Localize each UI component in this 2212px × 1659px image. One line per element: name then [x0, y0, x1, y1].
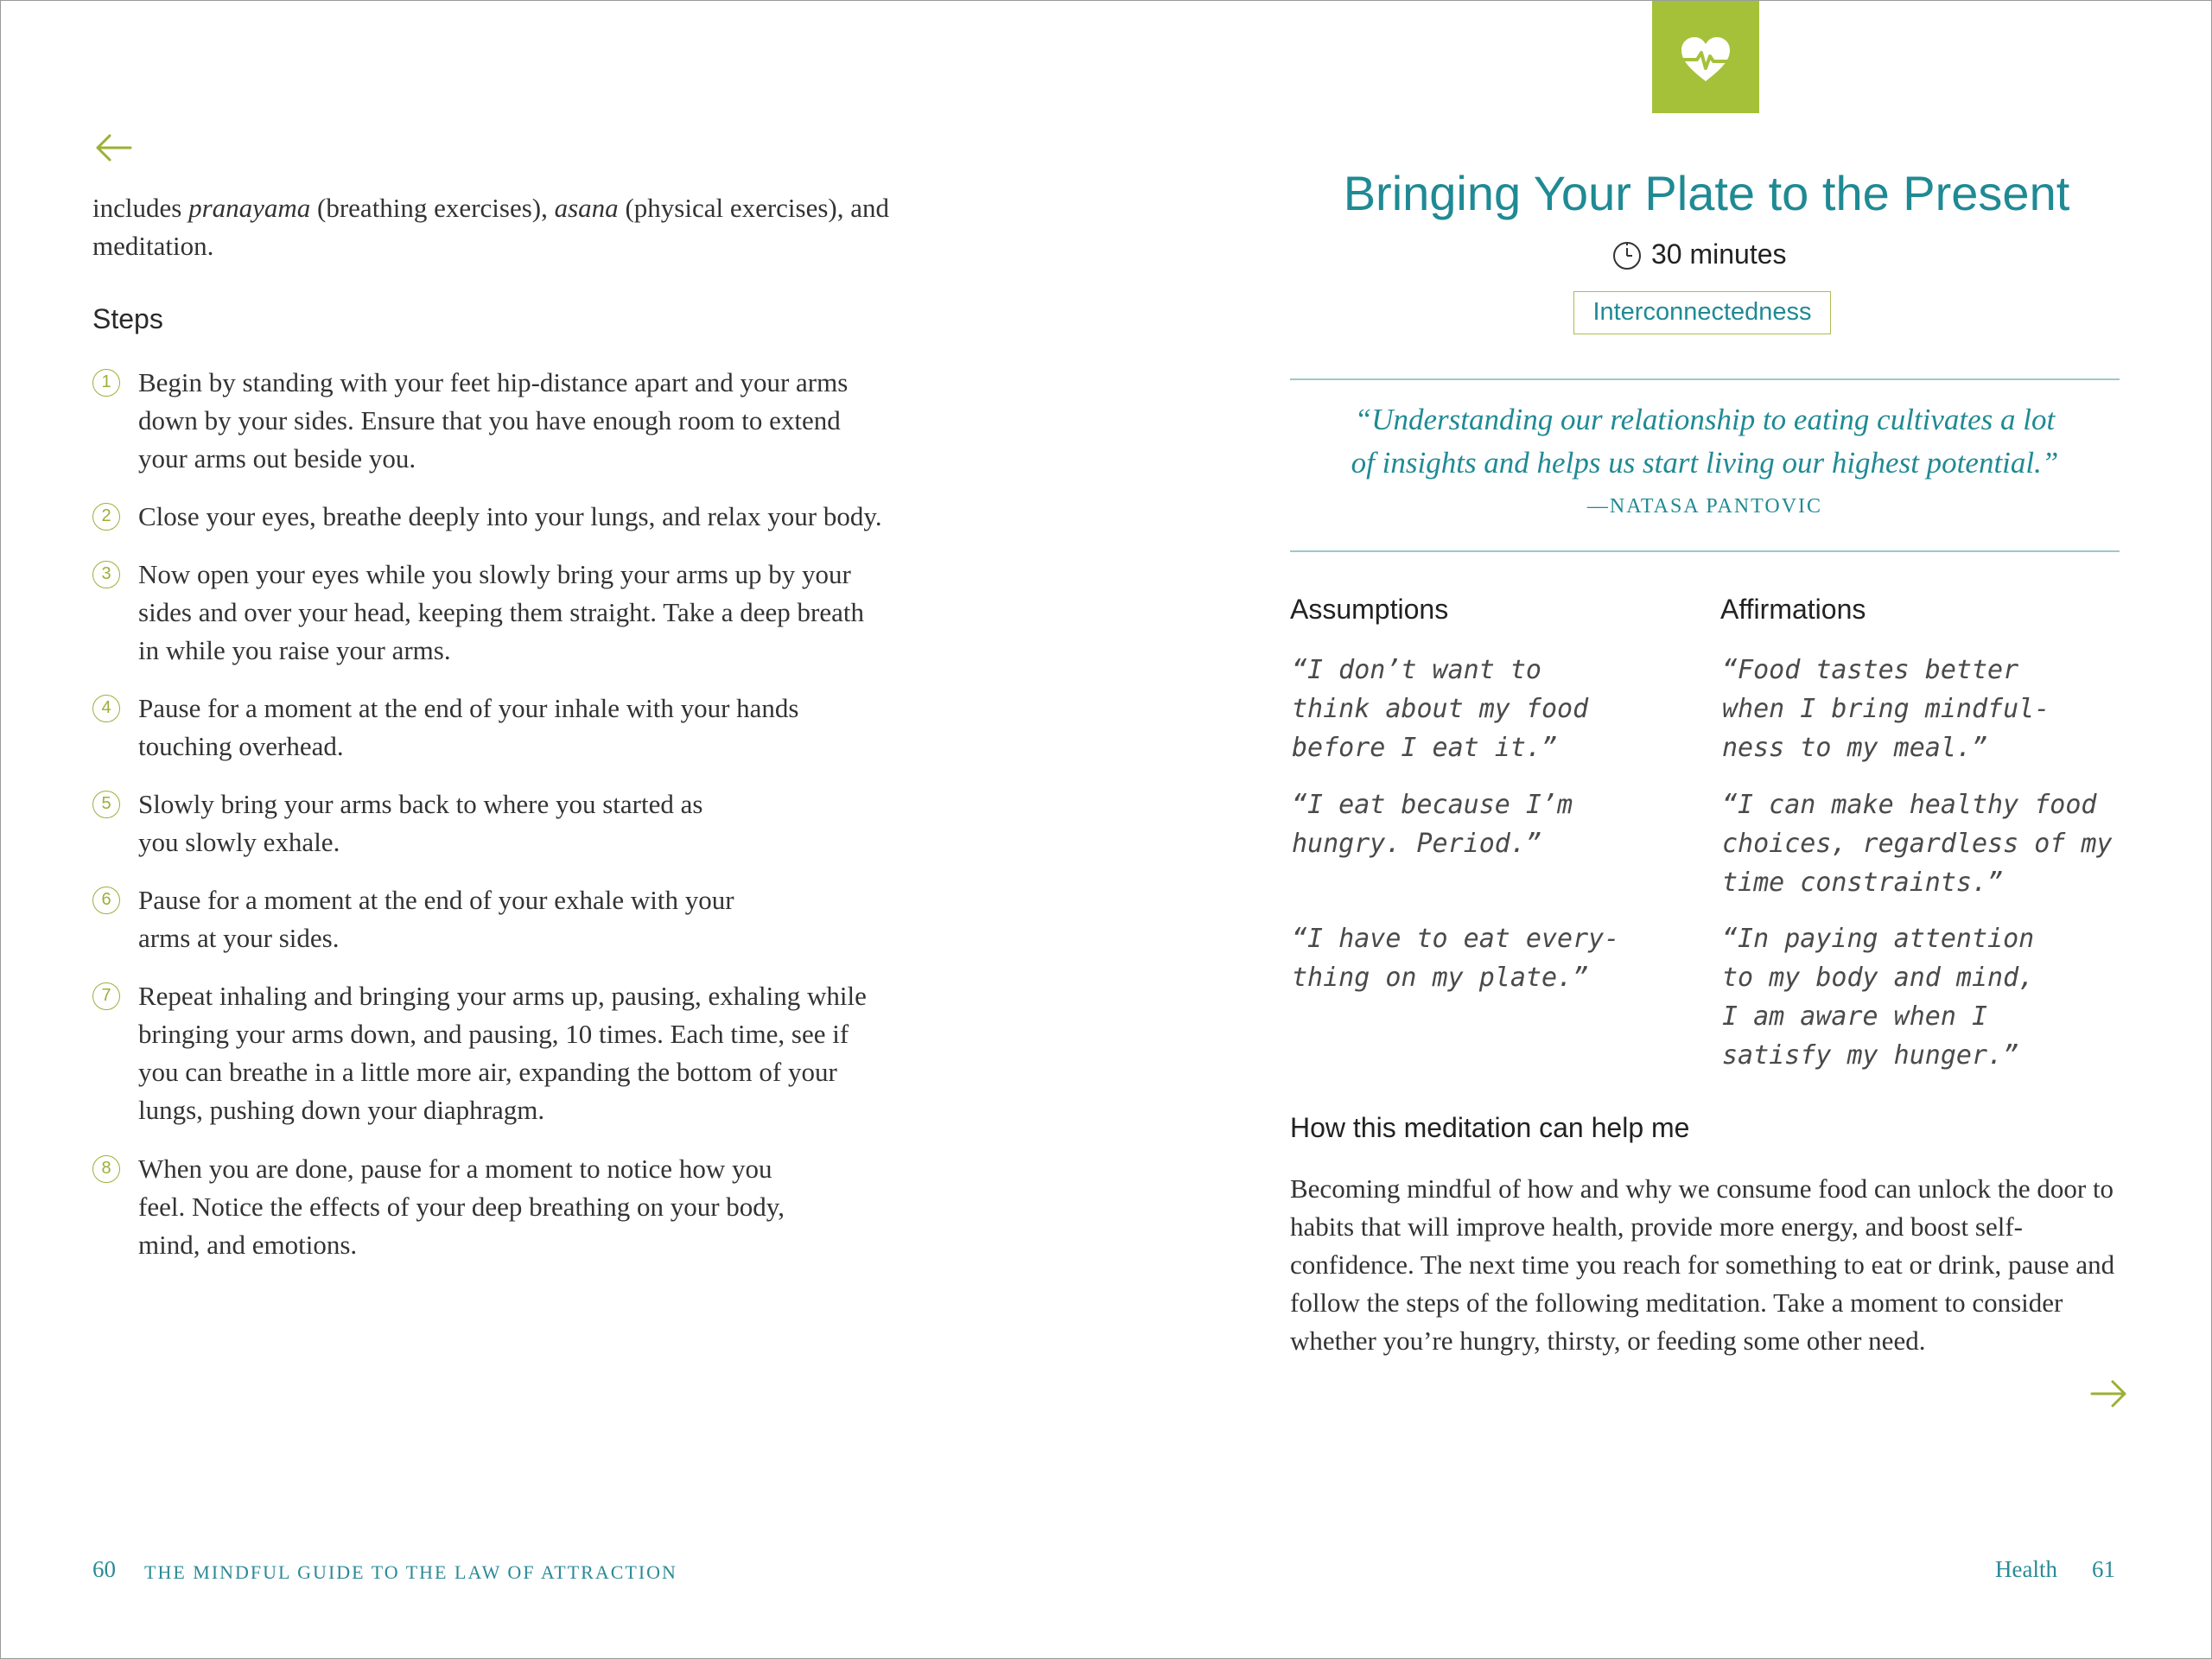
step-text: Slowly bring your arms back to where you started as you slowly exhale. [138, 789, 703, 857]
divider [1290, 378, 2120, 380]
page-number-right: 61 [2092, 1556, 2115, 1582]
running-title: THE MINDFUL GUIDE TO THE LAW OF ATTRACTION [144, 1561, 677, 1583]
assumptions-heading: Assumptions [1290, 594, 1449, 625]
category-badge [1652, 1, 1759, 113]
duration [1611, 238, 1787, 270]
step-text: Pause for a moment at the end of your inhale with your hands touching overhead. [138, 693, 799, 761]
intro-paragraph: includes pranayama (breathing exercises), asana (physical exercises), and meditation. [92, 193, 890, 261]
quote-attribution: —NATASA PANTOVIC [1586, 495, 1823, 518]
step-text: Now open your eyes while you slowly bring your arms up by your sides and over your head, keeping them straight. Take a deep breath in while you raise your arms. [138, 559, 864, 665]
help-paragraph: Becoming mindful of how and why we consume food can unlock the door to habits that will improve health, provide more energy, and boost self-confidence. The next time you reach for something to eat or drink, pause and follow the steps of the following meditation. Take a moment to consider whether you’re hungry, thirsty, or feeding some other need. [1290, 1173, 2115, 1356]
epigraph-quote: “Understanding our relationship to eating cultivates a lot of insights and helps us start living our highest potential.” [1351, 403, 2059, 480]
assumption-quote: “I don’t want to think about my food before I eat it.” [1292, 655, 1589, 763]
affirmation-quote: “I can make healthy food choices, regardless of my time constraints.” [1722, 790, 2113, 898]
affirmation-quote: “Food tastes better when I bring mindful- ness to my meal.” [1722, 655, 2050, 763]
assumption-quote: “I eat because I’m hungry. Period.” [1292, 790, 1573, 859]
page-number-left: 60 [92, 1556, 116, 1582]
affirmations-heading: Affirmations [1720, 594, 1866, 625]
page-title: Bringing Your Plate to the Present [1343, 166, 2070, 220]
duration-text: 30 minutes [1651, 238, 1787, 270]
topic-tag: Interconnectedness [1573, 291, 1831, 334]
step-text: When you are done, pause for a moment to notice how you feel. Notice the effects of your deep breathing on your body, mind, and emotions. [138, 1154, 785, 1260]
step-number-badge: 8 [92, 1155, 120, 1183]
step-text: Repeat inhaling and bringing your arms up, pausing, exhaling while bringing your arms down, and pausing, 10 times. Each time, see if you can breathe in a little more air, expanding the bottom of your lungs, pushing down your diaphragm. [138, 981, 867, 1125]
step-number-badge: 3 [92, 561, 120, 588]
clock-icon [1611, 239, 1643, 270]
divider [1290, 550, 2120, 552]
step-text: Pause for a moment at the end of your exhale with your arms at your sides. [138, 885, 734, 953]
forward-arrow-icon[interactable] [2090, 1376, 2128, 1411]
step-text: Begin by standing with your feet hip-distance apart and your arms down by your sides. Ensure that you have enough room to extend your arms out beside you. [138, 367, 849, 474]
step-number-badge: 2 [92, 503, 120, 531]
back-arrow-icon[interactable] [94, 130, 132, 165]
step-number-badge: 7 [92, 982, 120, 1010]
affirmation-quote: “In paying attention to my body and mind, I am aware when I satisfy my hunger.” [1722, 924, 2035, 1071]
step-number-badge: 1 [92, 369, 120, 397]
step-text: Close your eyes, breathe deeply into your lungs, and relax your body. [138, 501, 882, 531]
assumption-quote: “I have to eat every- thing on my plate.” [1292, 924, 1620, 993]
step-number-badge: 4 [92, 695, 120, 722]
help-heading: How this meditation can help me [1290, 1112, 1690, 1143]
step-number-badge: 5 [92, 791, 120, 818]
section-label: Health [1995, 1556, 2057, 1582]
step-number-badge: 6 [92, 887, 120, 914]
steps-heading: Steps [92, 303, 163, 334]
heart-pulse-icon [1678, 32, 1733, 87]
